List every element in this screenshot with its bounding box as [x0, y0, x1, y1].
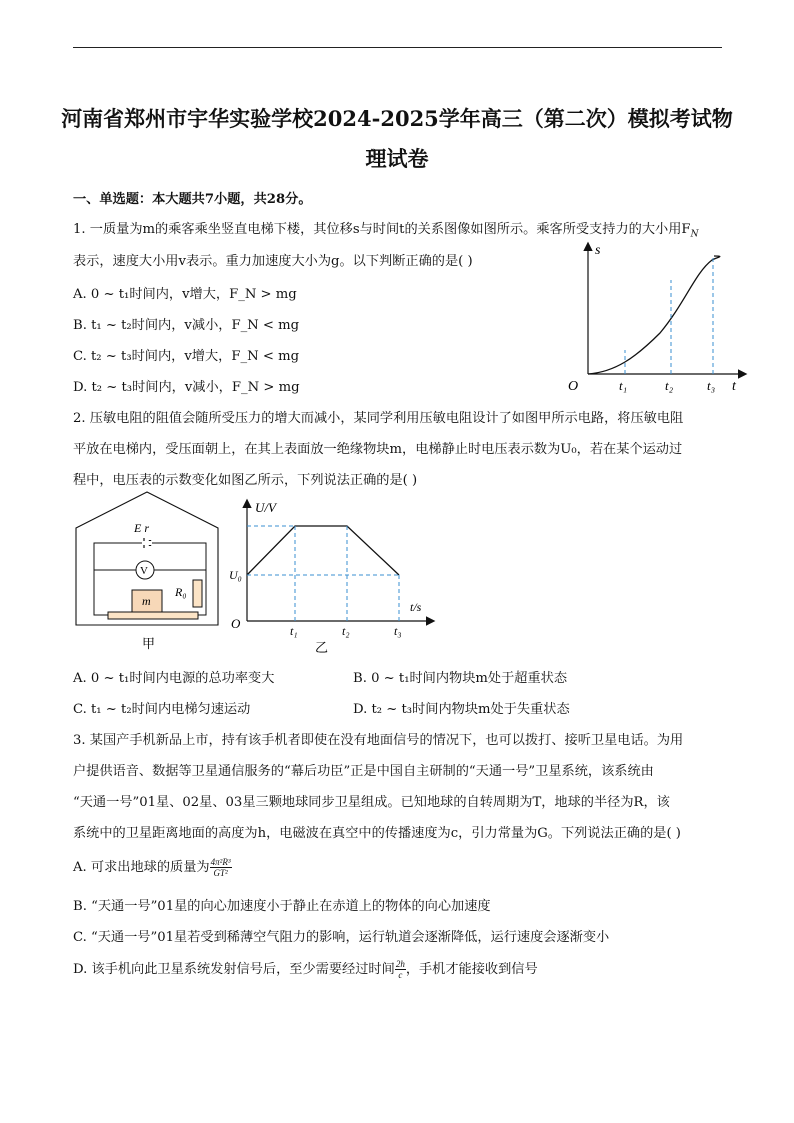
q1-stem-line2: 表示，速度大小用v表示。重力加速度大小为g。以下判断正确的是( ): [73, 254, 473, 269]
u-t-curve: [247, 526, 399, 575]
origin-label: O: [568, 379, 579, 394]
u0-label: U₀: [229, 568, 242, 582]
q1-st-graph: [560, 238, 755, 398]
s-t-curve: [588, 256, 720, 374]
tick-t3: t₃: [707, 378, 716, 393]
q2-circuit-figure: [72, 488, 222, 656]
pressure-sensor: [108, 612, 198, 619]
page-title: 河南省郑州市宇华实验学校2024-2025学年高三（第二次）模拟考试物: [61, 106, 733, 131]
q3-option-d[interactable]: D. 该手机向此卫星系统发射信号后，至少需要经过时间 $\frac{2h}{c}$ ，手机才能接收到信号: [73, 959, 538, 980]
tick-t2: t₂: [665, 378, 674, 393]
figure-caption-yi: 乙: [315, 640, 329, 655]
voltmeter-label: V: [140, 565, 148, 577]
tick-t1: t₁: [290, 624, 298, 638]
q2-option-c[interactable]: C. t₁ ~ t₂时间内电梯匀速运动: [73, 702, 251, 717]
q2-option-b[interactable]: B. 0 ~ t₁时间内物块m处于超重状态: [353, 671, 568, 686]
q3-option-c[interactable]: C. “天通一号”01星若受到稀薄空气阻力的影响，运行轨道会逐渐降低，运行速度会逐渐变小: [73, 930, 610, 945]
q3-stem-line1: 3. 某国产手机新品上市，持有该手机者即使在没有地面信号的情况下，也可以拨打、接听卫星电话。为用: [73, 733, 684, 748]
mass-formula: $\frac{\text{4π²R³}}{\text{GT²}}$: [210, 857, 231, 878]
q2-option-a[interactable]: A. 0 ~ t₁时间内电源的总功率变大: [73, 671, 275, 686]
header-rule: [73, 47, 722, 48]
q2-option-d[interactable]: D. t₂ ~ t₃时间内物块m处于失重状态: [353, 702, 570, 717]
q3-stem-line3: “天通一号”01星、02星、03星三颗地球同步卫星组成。已知地球的自转周期为T，地球的半径为R，该: [73, 795, 670, 810]
tick-t1: t₁: [619, 378, 628, 393]
q2-stem-line2: 平放在电梯内，受压面朝上，在其上表面放一绝缘物块m，电梯静止时电压表示数为U₀，若在某个运动过: [73, 442, 683, 457]
q1-option-b[interactable]: B. t₁ ~ t₂时间内，v减小，F_N < mg: [73, 318, 300, 333]
x-label: t: [732, 379, 736, 394]
y-label: s: [595, 243, 601, 258]
q2-ut-graph: [225, 495, 440, 655]
x-label: t/s: [410, 600, 422, 614]
tick-t2: t₂: [342, 624, 350, 638]
q3-stem-line4: 系统中的卫星距离地面的高度为h，电磁波在真空中的传播速度为c，引力常量为G。下列说法正确的是( ): [73, 826, 681, 841]
figure-caption-jia: 甲: [142, 636, 156, 651]
q1-stem-line1: 1. 一质量为m的乘客乘坐竖直电梯下楼，其位移s与时间t的关系图像如图所示。乘客所受支持力的大小用$F_N$: [73, 222, 699, 240]
time-formula: $\frac{2h}{c}$: [395, 959, 405, 980]
q1-option-c[interactable]: C. t₂ ~ t₃时间内，v增大，F_N < mg: [73, 349, 300, 364]
q3-option-b[interactable]: B. “天通一号”01星的向心加速度小于静止在赤道上的物体的向心加速度: [73, 899, 491, 914]
battery-label: E r: [134, 521, 149, 535]
tick-t3: t₃: [394, 624, 402, 638]
block-label: m: [142, 594, 151, 608]
q2-stem-line1: 2. 压敏电阻的阻值会随所受压力的增大而减小，某同学利用压敏电阻设计了如图甲所示电路，将压敏电阻: [73, 411, 684, 426]
page-title-cont: 理试卷: [365, 146, 429, 171]
q3-option-a[interactable]: A. 可求出地球的质量为 $\frac{\text{4π²R³}}{\text{GT²}}$: [73, 857, 231, 878]
q2-stem-line3: 程中，电压表的示数变化如图乙所示，下列说法正确的是( ): [73, 473, 418, 488]
q1-option-d[interactable]: D. t₂ ~ t₃时间内，v减小，F_N > mg: [73, 380, 300, 395]
resistor-r0: [193, 580, 202, 607]
q1-option-a[interactable]: A. 0 ~ t₁时间内，v增大，F_N > mg: [73, 287, 297, 302]
resistor-label: R₀: [175, 585, 187, 599]
y-label: U/V: [255, 500, 276, 515]
section-heading: 一、单选题：本大题共7小题，共28分。: [73, 192, 312, 207]
q3-stem-line2: 户提供语音、数据等卫星通信服务的“幕后功臣”正是中国自主研制的“天通一号”卫星系统，该系统由: [73, 764, 654, 779]
origin-label: O: [231, 616, 241, 631]
